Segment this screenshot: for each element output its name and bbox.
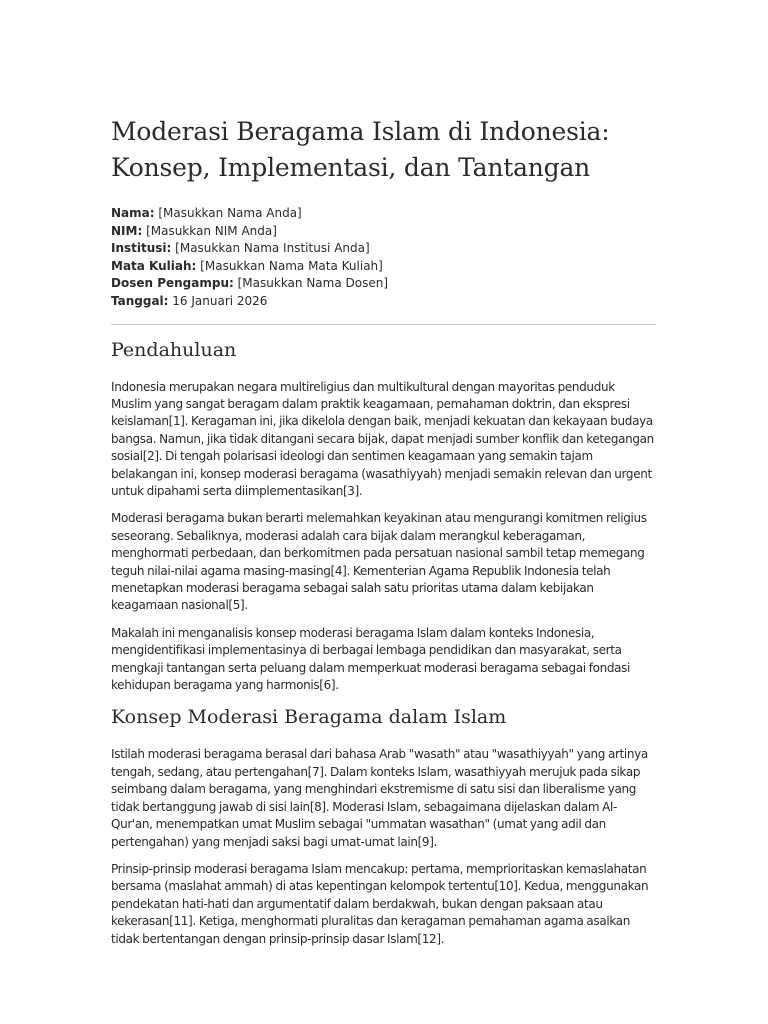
meta-value: [Masukkan Nama Institusi Anda] [171,241,370,256]
document-title: Moderasi Beragama Islam di Indonesia: Konsep, Implementasi, dan Tantangan [111,117,610,182]
meta-institution [111,240,656,258]
document-page [111,114,656,958]
meta-label: Dosen Pengampu: [111,276,234,291]
meta-label: Mata Kuliah: [111,258,197,273]
meta-label: NIM: [111,223,143,238]
paragraph: Indonesia merupakan negara multireligius dan multikultural dengan mayoritas penduduk Muslim yang sangat beragam dalam praktik keagamaan, pemahaman doktrin, dan ekspresi keislaman[1]. Keragaman ini, jika dikelola dengan baik, menjadi kekuatan dan kekayaan budaya bangsa. Namun, jika tidak ditangani secara bijak, dapat menjadi sumber konflik dan ketegangan sosial[2]. Di tengah polarisasi ideologi dan sentimen keagamaan yang semakin tajam belakangan ini, konsep moderasi beragama (wasathiyyah) menjadi semakin relevan dan urgent untuk dipahami serta diimplementasikan[3]. [111,379,654,498]
section-concept [111,704,656,947]
section-heading: Konsep Moderasi Beragama dalam Islam [111,706,507,729]
paragraph: Makalah ini menganalisis konsep moderasi beragama Islam dalam konteks Indonesia, mengidentifikasi implementasinya di berbagai lembaga pendidikan dan masyarakat, serta mengkaji tantangan serta peluang dalam memperkuat moderasi beragama sebagai fondasi kehidupan beragama yang harmonis[6]. [111,625,631,693]
meta-value: 16 Januari 2026 [168,293,268,308]
meta-course [111,258,656,276]
paragraph: Moderasi beragama bukan berarti melemahkan keyakinan atau mengurangi komitmen religius seseorang. Sebaliknya, moderasi adalah cara bijak dalam merangkul keberagaman, menghormati perbedaan, dan berkomitmen pada persatuan nasional sambil tetap memegang teguh nilai-nilai agama masing-masing[4]. Kementerian Agama Republik Indonesia telah menetapkan moderasi beragama sebagai salah satu prioritas utama dalam kebijakan keagamaan nasional[5]. [111,511,647,613]
paragraph: Istilah moderasi beragama berasal dari bahasa Arab "wasath" atau "wasathiyyah" yang artinya tengah, sedang, atau pertengahan[7]. Dalam konteks Islam, wasathiyyah merujuk pada sikap seimbang dalam beragama, yang menghindari ekstremisme di satu sisi dan liberalisme yang tidak bertanggung jawab di sisi lain[8]. Moderasi Islam, sebagaimana dijelaskan dalam Al-Qur'an, menempatkan umat Muslim sebagai "ummatan wasathan" (umat yang adil dan pertengahan) yang menjadi saksi bagi umat-umat lain[9]. [111,747,648,849]
meta-label: Institusi: [111,241,172,256]
meta-name [111,205,656,223]
meta-lecturer [111,275,656,293]
meta-nim [111,223,656,241]
meta-label: Nama: [111,206,155,220]
meta-value: [Masukkan Nama Mata Kuliah] [196,258,383,273]
paragraph: Prinsip-prinsip moderasi beragama Islam mencakup: pertama, memprioritaskan kemaslahatan bersama (maslahat ammah) di atas kepentingan kelompok tertentu[10]. Kedua, menggunakan pendekatan hati-hati dan argumentatif dalam berdakwah, bukan dengan paksaan atau kekerasan[11]. Ketiga, menghormati pluralitas dan keragaman pemahaman agama asalkan tidak bertentangan dengan prinsip-prinsip dasar Islam[12]. [111,861,649,946]
meta-label: Tanggal: [111,293,169,308]
meta-value: [Masukkan Nama Dosen] [233,276,389,291]
meta-date [111,293,656,311]
section-divider [111,324,656,325]
section-heading: Pendahuluan [111,338,237,361]
meta-value: [Masukkan Nama Anda] [154,206,302,220]
author-info-block [111,205,656,311]
meta-value: [Masukkan NIM Anda] [142,223,277,238]
section-introduction [111,337,656,695]
